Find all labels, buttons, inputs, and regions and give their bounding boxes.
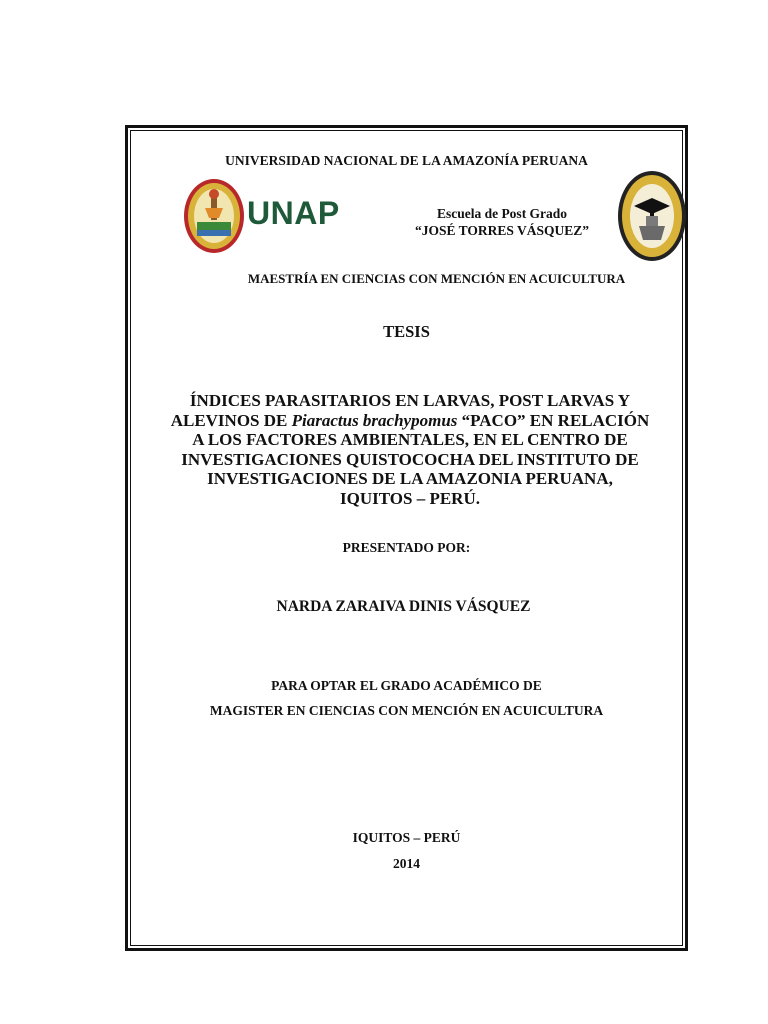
title-fragment: ALEVINOS DE (170, 410, 292, 430)
title-line: A LOS FACTORES AMBIENTALES, EN EL CENTRO DE (192, 430, 628, 449)
degree-intro: PARA OPTAR EL GRADO ACADÉMICO DE (271, 678, 542, 693)
university-seal-icon (183, 178, 245, 259)
author-name: NARDA ZARAIVA DINIS VÁSQUEZ (276, 598, 531, 615)
program-name: MAESTRÍA EN CIENCIAS CON MENCIÓN EN ACUICULTURA (247, 271, 626, 286)
presented-by-label: PRESENTADO POR: (342, 540, 471, 555)
species-name: Piaractus brachypomus (291, 410, 458, 430)
title-line: INVESTIGACIONES DE LA AMAZONIA PERUANA, (207, 469, 613, 488)
title-line (140, 411, 680, 431)
city: IQUITOS – PERÚ (352, 830, 461, 845)
university-name: UNIVERSIDAD NACIONAL DE LA AMAZONÍA PERUANA (225, 153, 588, 168)
school-name: Escuela de Post Grado (436, 206, 568, 221)
unap-logo-text: UNAP (247, 195, 340, 231)
degree-name: MAGISTER EN CIENCIAS CON MENCIÓN EN ACUICULTURA (209, 703, 604, 718)
postgrad-school (392, 205, 612, 239)
title-line: IQUITOS – PERÚ. (340, 488, 480, 508)
title-fragment: “PACO” EN RELACIÓN (457, 410, 650, 430)
document-type: TESIS (383, 322, 430, 341)
postgrad-seal-icon (617, 170, 687, 267)
thesis-title (140, 391, 680, 508)
year: 2014 (393, 856, 420, 871)
title-line: ÍNDICES PARASITARIOS EN LARVAS, POST LARVAS Y (189, 391, 631, 410)
title-line: INVESTIGACIONES QUISTOCOCHA DEL INSTITUTO DE (181, 449, 639, 469)
school-honoree: “JOSÉ TORRES VÁSQUEZ” (414, 223, 590, 238)
